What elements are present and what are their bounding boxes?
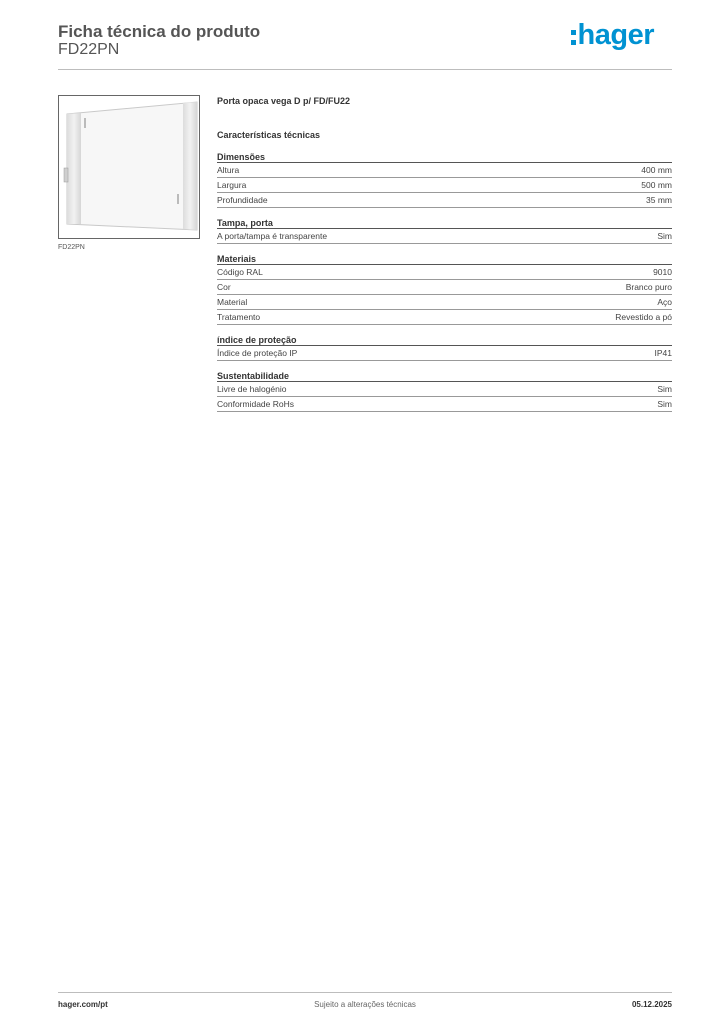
spec-value: Branco puro — [625, 282, 672, 292]
spec-row — [217, 178, 672, 193]
spec-label: Material — [217, 297, 248, 307]
spec-value: 400 mm — [641, 165, 672, 175]
spec-label: Profundidade — [217, 195, 268, 205]
footer-website-link[interactable]: hager.com/pt — [58, 1000, 108, 1009]
hager-logo — [571, 20, 654, 50]
spec-value: 500 mm — [641, 180, 672, 190]
spec-row — [217, 382, 672, 397]
spec-value: 35 mm — [646, 195, 672, 205]
spec-value: Sim — [657, 231, 672, 241]
spec-row — [217, 397, 672, 412]
spec-label: Altura — [217, 165, 240, 175]
spec-row — [217, 265, 672, 280]
spec-value: Sim — [657, 399, 672, 409]
product-image — [58, 95, 200, 239]
spec-label: Livre de halogénio — [217, 384, 287, 394]
spec-value: 9010 — [653, 267, 672, 277]
section-title: Sustentabilidade — [217, 370, 672, 382]
spec-value: Sim — [657, 384, 672, 394]
spec-content — [217, 96, 672, 412]
door-panel-illustration — [59, 96, 199, 238]
spec-row — [217, 295, 672, 310]
section-title: Dimensões — [217, 151, 672, 163]
section-title: Materiais — [217, 253, 672, 265]
spec-section-sustainability — [217, 370, 672, 412]
product-code: FD22PN — [58, 41, 120, 58]
spec-label: Índice de proteção IP — [217, 348, 298, 358]
spec-row — [217, 193, 672, 208]
logo-wordmark: hager — [577, 19, 654, 51]
product-name: Porta opaca vega D p/ FD/FU22 — [217, 96, 351, 106]
spec-label: Cor — [217, 282, 231, 292]
image-caption: FD22PN — [58, 244, 85, 251]
page-header — [58, 20, 672, 70]
spec-label: Conformidade RoHs — [217, 399, 295, 409]
section-title: Tampa, porta — [217, 217, 672, 229]
tech-characteristics-heading: Características técnicas — [217, 130, 321, 140]
spec-value: IP41 — [654, 348, 672, 358]
spec-label: A porta/tampa é transparente — [217, 231, 328, 241]
page-footer — [58, 992, 672, 1012]
spec-row — [217, 229, 672, 244]
spec-row — [217, 346, 672, 361]
spec-value: Aço — [657, 297, 672, 307]
section-title: índice de proteção — [217, 334, 672, 346]
spec-row — [217, 310, 672, 325]
spec-label: Código RAL — [217, 267, 263, 277]
spec-section-materials — [217, 253, 672, 325]
document-title: Ficha técnica do produto — [58, 22, 261, 41]
spec-label: Tratamento — [217, 312, 261, 322]
spec-section-dimensions — [217, 151, 672, 208]
spec-section-cover-door — [217, 217, 672, 244]
spec-row — [217, 163, 672, 178]
spec-value: Revestido a pó — [615, 312, 672, 322]
spec-label: Largura — [217, 180, 247, 190]
spec-row — [217, 280, 672, 295]
spec-section-protection-index — [217, 334, 672, 361]
footer-date: 05.12.2025 — [631, 1000, 672, 1009]
logo-dots-icon — [571, 30, 576, 45]
footer-note: Sujeito a alterações técnicas — [314, 1000, 416, 1009]
